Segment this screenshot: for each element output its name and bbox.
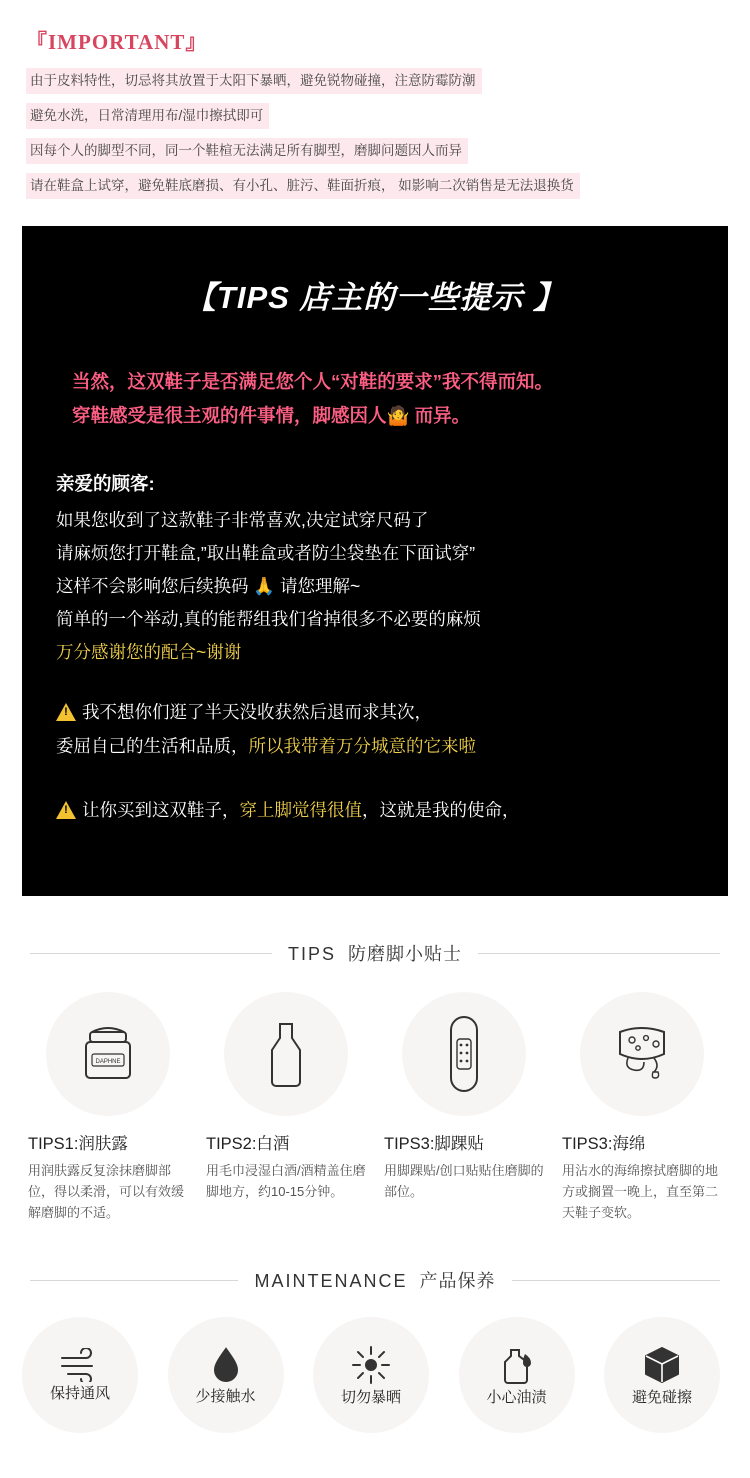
tip-title: TIPS3:脚踝贴 bbox=[384, 1135, 484, 1153]
cream-jar-icon bbox=[72, 1016, 144, 1092]
divider-left bbox=[30, 1280, 238, 1281]
oil-bottle-icon bbox=[497, 1344, 537, 1386]
tips-panel-pink-text bbox=[72, 365, 694, 433]
wind-icon bbox=[56, 1348, 104, 1382]
tip-icon-wrap bbox=[46, 992, 170, 1116]
maintenance-icon-wrap bbox=[168, 1317, 284, 1433]
tips-warning-2-text-b: 穿上脚觉得很值 bbox=[239, 800, 362, 820]
important-line: 避免水洗，日常清理用布/湿巾擦拭即可 bbox=[26, 103, 269, 129]
important-line: 请在鞋盒上试穿，避免鞋底磨损、有小孔、脏污、鞋面折痕， 如影响二次销售是无法退换货 bbox=[26, 173, 580, 199]
tips-section-label-cn: 防磨脚小贴士 bbox=[348, 944, 463, 964]
maintenance-item-ventilation bbox=[22, 1317, 146, 1433]
warning-icon bbox=[56, 801, 76, 819]
maintenance-label: 切勿暴晒 bbox=[340, 1388, 401, 1406]
tips-section-label bbox=[272, 940, 478, 966]
important-line: 因每个人的脚型不同，同一个鞋楦无法满足所有脚型，磨脚问题因人而异 bbox=[26, 138, 468, 164]
tips-warning-1-text: 我不想你们逛了半天没收获然后退而求其次， bbox=[82, 702, 432, 722]
maintenance-icon-wrap bbox=[604, 1317, 720, 1433]
tips-panel-title: 【TIPS 店主的一些提示 】 bbox=[184, 280, 566, 315]
maintenance-section-label bbox=[238, 1267, 511, 1293]
tips-pink-line-2: 穿鞋感受是很主观的件事情，脚感因人🤷 而异。 bbox=[72, 405, 471, 426]
tips-body-line: 请麻烦您打开鞋盒,”取出鞋盒或者防尘袋垫在下面试穿” bbox=[56, 543, 476, 563]
tips-warning-2-text-a: 让你买到这双鞋子， bbox=[82, 800, 240, 820]
tips-body-line: 如果您收到了这款鞋子非常喜欢,决定试穿尺码了 bbox=[56, 510, 429, 530]
divider-right bbox=[512, 1280, 720, 1281]
cream-brand-text: DAPHNE bbox=[95, 1059, 121, 1065]
tip-desc: 用毛巾浸湿白酒/酒精盖住磨脚地方，约10-15分钟。 bbox=[206, 1163, 366, 1199]
tips-warning-1 bbox=[56, 695, 694, 763]
tips-thanks-line: 万分感谢您的配合~谢谢 bbox=[56, 642, 242, 662]
tip-desc: 用脚踝贴/创口贴贴住磨脚的部位。 bbox=[384, 1163, 544, 1199]
sponge-icon bbox=[602, 1018, 682, 1090]
water-drop-icon bbox=[209, 1345, 243, 1385]
maintenance-label: 避免碰擦 bbox=[631, 1388, 692, 1406]
important-section bbox=[0, 0, 750, 208]
tips-section-label-en: TIPS bbox=[287, 944, 336, 964]
tip-title: TIPS2:白酒 bbox=[206, 1135, 290, 1153]
tips-body-line: 简单的一个举动,真的能帮组我们省掉很多不必要的麻烦 bbox=[56, 609, 481, 629]
maintenance-item-water bbox=[168, 1317, 292, 1433]
tips-warning-1-text-c: 所以我带着万分城意的它来啦 bbox=[248, 736, 476, 756]
maintenance-label-cn: 产品保养 bbox=[419, 1271, 496, 1291]
tip-item-bandage bbox=[384, 992, 544, 1223]
tips-item-list bbox=[28, 992, 722, 1223]
tip-icon-wrap bbox=[402, 992, 526, 1116]
maintenance-section-header bbox=[30, 1267, 720, 1293]
bandage-icon bbox=[442, 1011, 486, 1097]
tip-icon-wrap bbox=[580, 992, 704, 1116]
important-line-list bbox=[26, 68, 724, 208]
tips-dear-customer: 亲爱的顾客: bbox=[56, 473, 155, 494]
important-line: 由于皮料特性，切忌将其放置于太阳下暴晒，避免锐物碰撞，注意防霉防潮 bbox=[26, 68, 482, 94]
maintenance-icon-wrap bbox=[22, 1317, 138, 1433]
divider-right bbox=[478, 953, 720, 954]
tip-icon-wrap bbox=[224, 992, 348, 1116]
tip-title: TIPS3:海绵 bbox=[562, 1135, 646, 1153]
maintenance-icon-wrap bbox=[459, 1317, 575, 1433]
maintenance-icon-wrap bbox=[313, 1317, 429, 1433]
maintenance-label-en: MAINTENANCE bbox=[254, 1271, 408, 1291]
tip-title: TIPS1:润肤露 bbox=[28, 1135, 128, 1153]
tip-item-sponge bbox=[562, 992, 722, 1223]
divider-left bbox=[30, 953, 272, 954]
maintenance-label: 保持通风 bbox=[49, 1384, 110, 1402]
tip-desc: 用润肤露反复涂抹磨脚部位，得以柔滑，可以有效缓解磨脚的不适。 bbox=[28, 1163, 185, 1220]
maintenance-label: 少接触水 bbox=[195, 1387, 256, 1405]
sun-icon bbox=[350, 1344, 392, 1386]
warning-icon bbox=[56, 703, 76, 721]
tips-section-header bbox=[30, 940, 720, 966]
tips-body-line: 这样不会影响您后续换码 🙏 请您理解~ bbox=[56, 576, 361, 596]
maintenance-item-oil bbox=[459, 1317, 583, 1433]
maintenance-item-impact bbox=[604, 1317, 728, 1433]
maintenance-item-list bbox=[22, 1317, 728, 1433]
important-title: 『IMPORTANT』 bbox=[26, 30, 208, 54]
tips-pink-line-1: 当然，这双鞋子是否满足您个人“对鞋的要求”我不得而知。 bbox=[72, 371, 554, 392]
bottle-icon bbox=[256, 1014, 316, 1094]
tips-body bbox=[56, 504, 694, 669]
tip-item-liquor bbox=[206, 992, 366, 1223]
tips-panel bbox=[22, 226, 728, 896]
tips-warning-2 bbox=[56, 793, 694, 827]
maintenance-item-sun bbox=[313, 1317, 437, 1433]
maintenance-label: 小心油渍 bbox=[486, 1388, 547, 1406]
tip-desc: 用沾水的海绵擦拭磨脚的地方或搁置一晚上，直至第二天鞋子变软。 bbox=[562, 1163, 719, 1220]
tips-warning-1-text-b: 委屈自己的生活和品质， bbox=[56, 736, 249, 756]
box-icon bbox=[641, 1344, 683, 1386]
tip-item-cream bbox=[28, 992, 188, 1223]
tips-warning-2-text-c: ，这就是我的使命， bbox=[362, 800, 520, 820]
